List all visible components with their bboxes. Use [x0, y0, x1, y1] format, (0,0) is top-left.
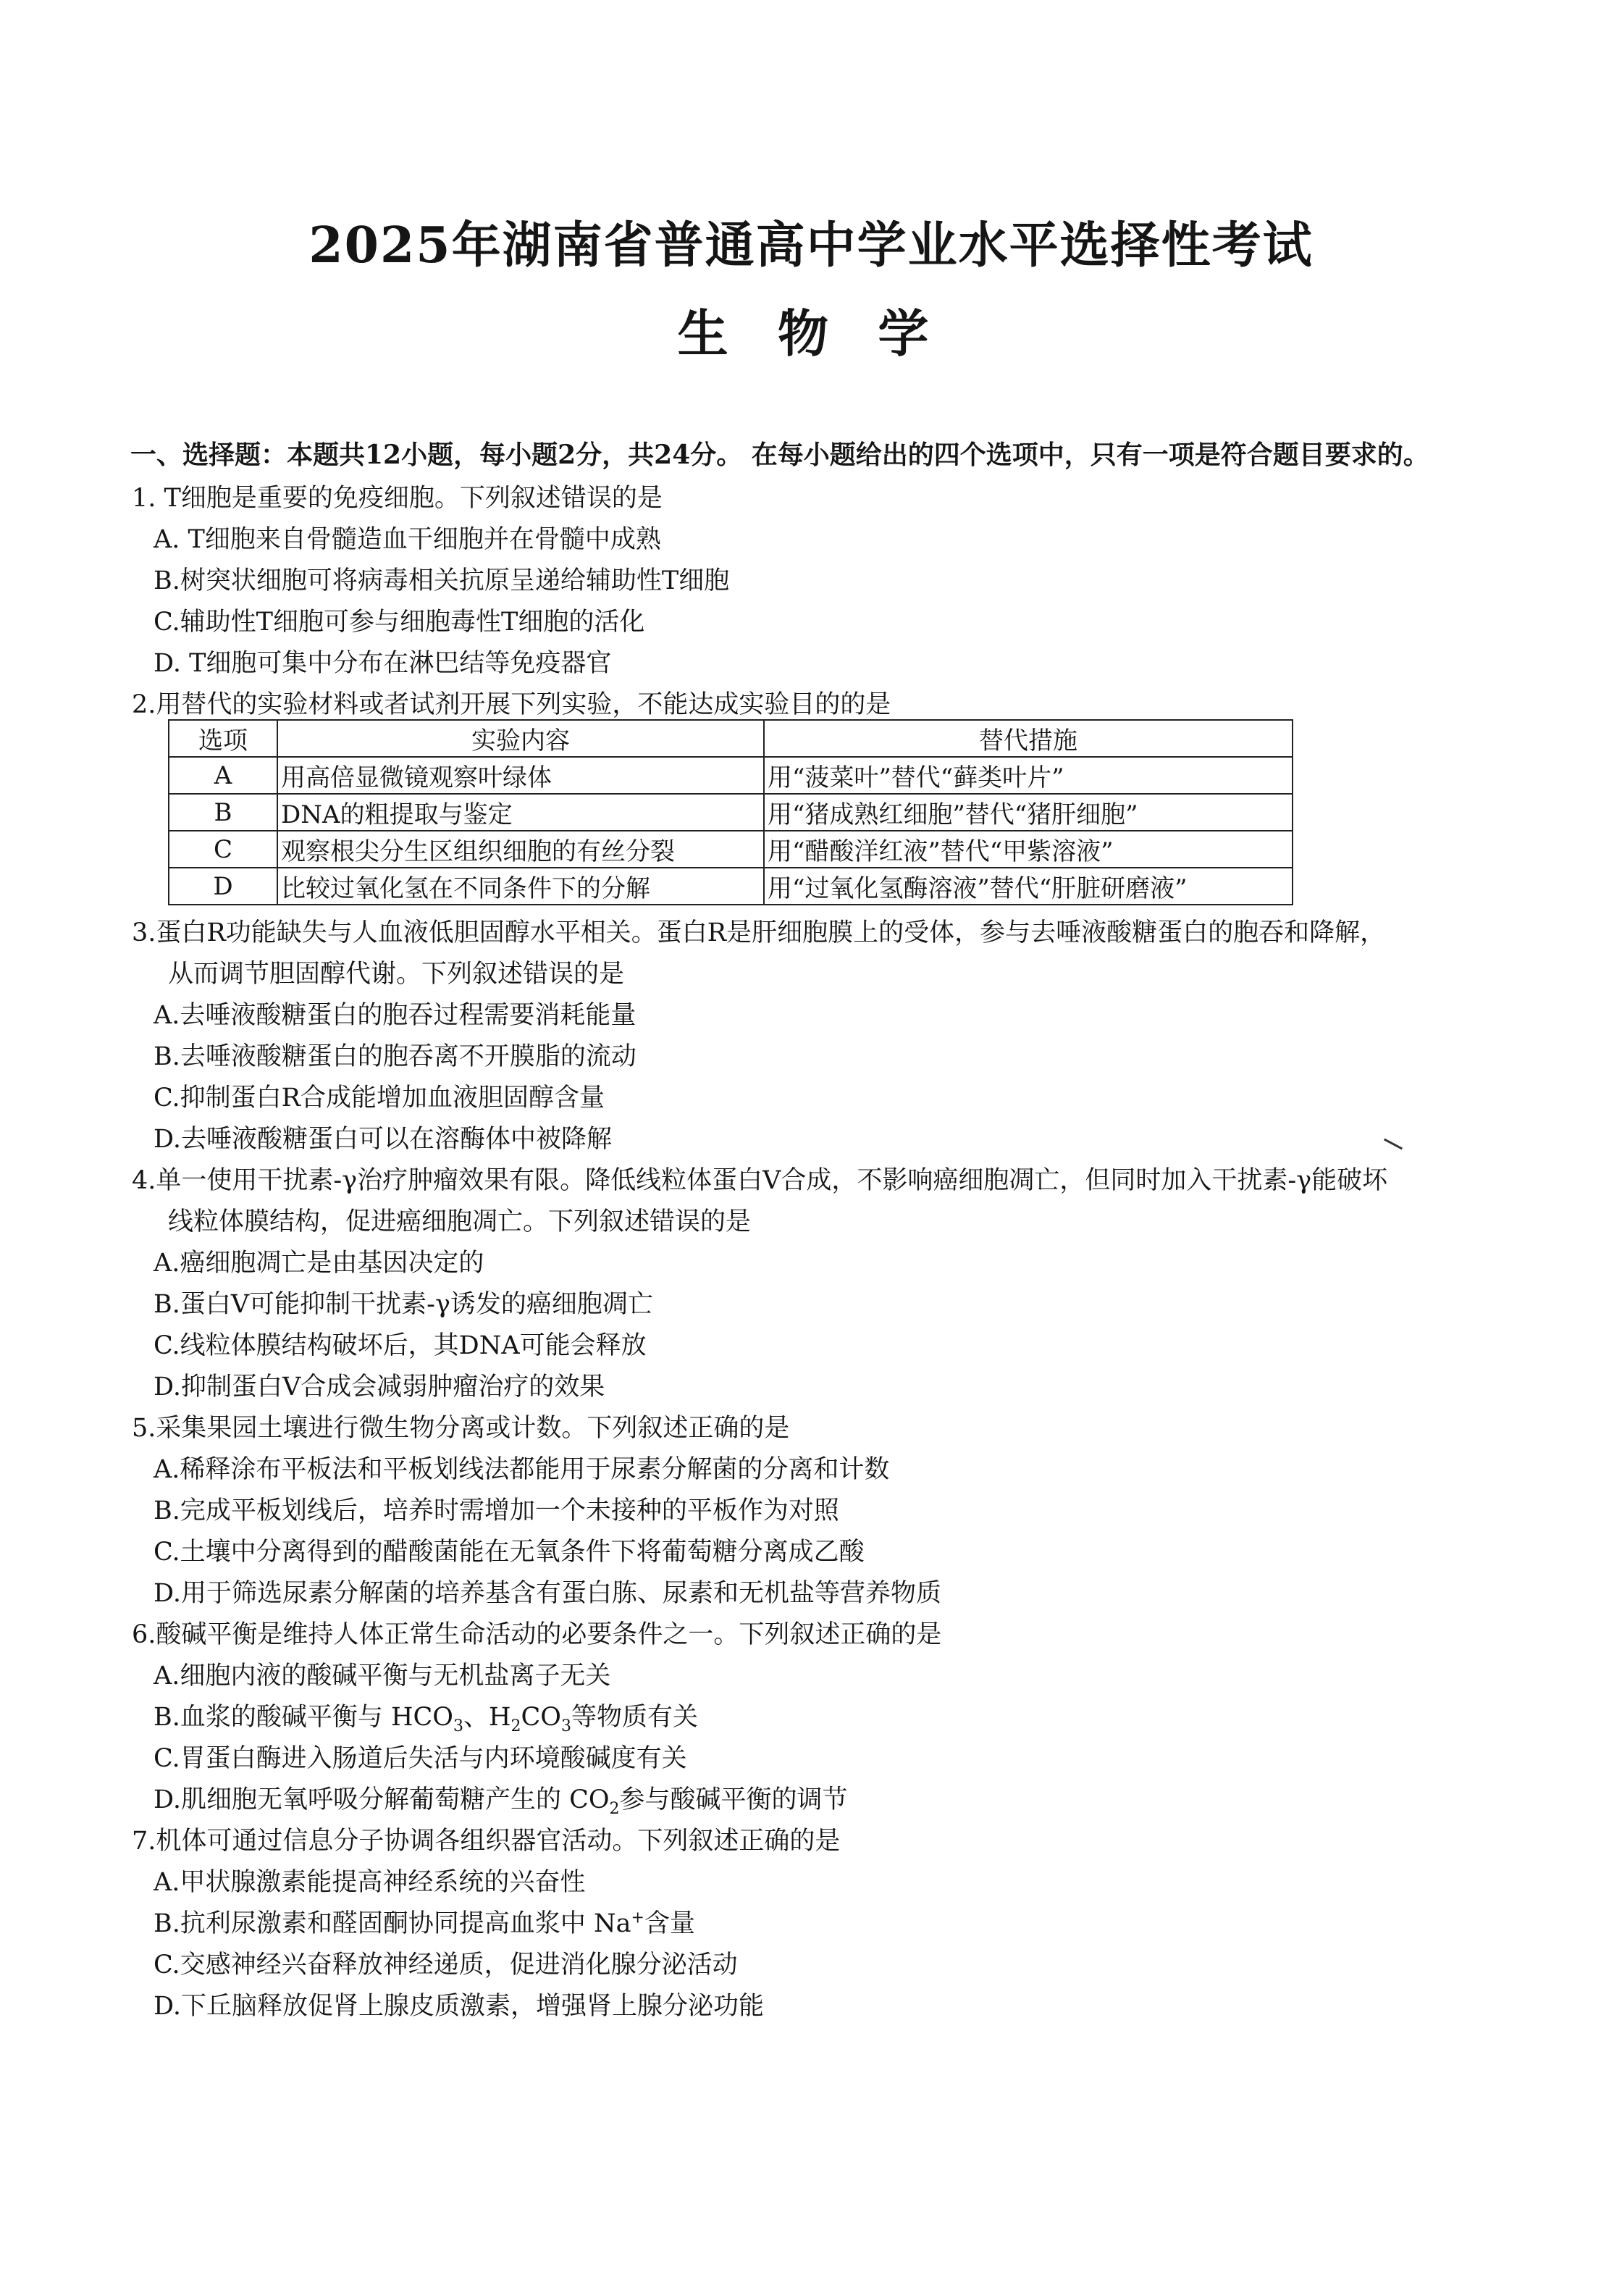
question-5-option-c: C.土壤中分离得到的醋酸菌能在无氧条件下将葡萄糖分离成乙酸 [154, 1538, 865, 1567]
table-header-cell: 替代措施 [764, 720, 1293, 757]
option-text: D.肌细胞无氧呼吸分解葡萄糖产生的 CO [154, 1785, 610, 1814]
question-1-option-a: A. T细胞来自骨髓造血干细胞并在骨髓中成熟 [154, 525, 661, 554]
table-cell: C [169, 831, 277, 868]
subscript: 3 [453, 1717, 463, 1735]
table-cell: 用“菠菜叶”替代“藓类叶片” [764, 757, 1293, 794]
table-header-cell: 实验内容 [277, 720, 764, 757]
option-text: 参与酸碱平衡的调节 [619, 1785, 848, 1814]
question-4-option-d: D.抑制蛋白V合成会减弱肿瘤治疗的效果 [154, 1373, 605, 1402]
table-cell: DNA的粗提取与鉴定 [277, 794, 764, 831]
experiment-table [168, 719, 1293, 905]
question-2-stem: 2.用替代的实验材料或者试剂开展下列实验，不能达成实验目的的是 [132, 690, 891, 719]
table-header-row [169, 720, 1293, 757]
question-7-option-a: A.甲状腺激素能提高神经系统的兴奋性 [154, 1868, 586, 1897]
table-cell: 比较过氧化氢在不同条件下的分解 [277, 868, 764, 905]
question-4-stem-cont: 线粒体膜结构，促进癌细胞凋亡。下列叙述错误的是 [168, 1207, 752, 1236]
section-header: 一、选择题：本题共12小题，每小题2分，共24分。 在每小题给出的四个选项中，只有一项是符合题目要求的。 [130, 440, 1429, 470]
option-text: 含量 [644, 1909, 695, 1938]
subscript: 2 [609, 1800, 620, 1818]
question-4-stem: 4.单一使用干扰素-γ治疗肿瘤效果有限。降低线粒体蛋白V合成，不影响癌细胞凋亡，但同时加入干扰素-γ能破坏 [132, 1166, 1388, 1195]
subscript: 3 [560, 1717, 571, 1735]
option-text: B.血浆的酸碱平衡与 HCO [154, 1703, 453, 1732]
option-text: 、H [463, 1703, 511, 1732]
question-3-option-d: D.去唾液酸糖蛋白可以在溶酶体中被降解 [154, 1125, 612, 1154]
table-cell: D [169, 868, 277, 905]
question-1-option-c: C.辅助性T细胞可参与细胞毒性T细胞的活化 [154, 608, 645, 637]
question-4-option-a: A.癌细胞凋亡是由基因决定的 [154, 1249, 484, 1278]
question-7-option-b [154, 1903, 1457, 1940]
table-row [169, 831, 1293, 868]
question-6-stem: 6.酸碱平衡是维持人体正常生命活动的必要条件之一。下列叙述正确的是 [132, 1620, 942, 1649]
table-cell: B [169, 794, 277, 831]
question-3-option-c: C.抑制蛋白R合成能增加血液胆固醇含量 [154, 1084, 605, 1113]
question-5-stem: 5.采集果园土壤进行微生物分离或计数。下列叙述正确的是 [132, 1414, 790, 1443]
question-7-option-c: C.交感神经兴奋释放神经递质，促进消化腺分泌活动 [154, 1951, 738, 1979]
question-5-option-a: A.稀释涂布平板法和平板划线法都能用于尿素分解菌的分离和计数 [154, 1455, 890, 1484]
question-1-option-d: D. T细胞可集中分布在淋巴结等免疫器官 [154, 649, 612, 678]
table-row [169, 794, 1293, 831]
question-3-stem: 3.蛋白R功能缺失与人血液低胆固醇水平相关。蛋白R是肝细胞膜上的受体，参与去唾液酸糖蛋白的胞吞和降解， [132, 918, 1386, 947]
table-cell: A [169, 757, 277, 794]
subscript: 2 [510, 1717, 521, 1735]
table-row [169, 868, 1293, 905]
table-cell: 用“醋酸洋红液”替代“甲紫溶液” [764, 831, 1293, 868]
question-3-stem-cont: 从而调节胆固醇代谢。下列叙述错误的是 [168, 960, 625, 989]
question-4-option-c: C.线粒体膜结构破坏后，其DNA可能会释放 [154, 1331, 647, 1360]
table-header-cell: 选项 [169, 720, 277, 757]
superscript: + [631, 1909, 644, 1927]
table-cell: 用高倍显微镜观察叶绿体 [277, 757, 764, 794]
exam-title: 2025年湖南省普通高中学业水平选择性考试 [308, 217, 1314, 275]
question-3-option-a: A.去唾液酸糖蛋白的胞吞过程需要消耗能量 [154, 1001, 636, 1030]
table-cell: 观察根尖分生区组织细胞的有丝分裂 [277, 831, 764, 868]
table-row [169, 757, 1293, 794]
option-text: B.抗利尿激素和醛固酮协同提高血浆中 Na [154, 1909, 631, 1938]
option-text: CO [521, 1703, 561, 1732]
question-7-option-d: D.下丘脑释放促肾上腺皮质激素，增强肾上腺分泌功能 [154, 1992, 764, 2021]
table-cell: 用“过氧化氢酶溶液”替代“肝脏研磨液” [764, 868, 1293, 905]
question-6-option-a: A.细胞内液的酸碱平衡与无机盐离子无关 [154, 1662, 611, 1690]
option-text: 等物质有关 [571, 1703, 698, 1732]
question-7-stem: 7.机体可通过信息分子协调各组织器官活动。下列叙述正确的是 [132, 1827, 841, 1856]
question-5-option-b: B.完成平板划线后，培养时需增加一个未接种的平板作为对照 [154, 1496, 839, 1525]
question-1-option-b: B.树突状细胞可将病毒相关抗原呈递给辅助性T细胞 [154, 566, 730, 595]
question-3-option-b: B.去唾液酸糖蛋白的胞吞离不开膜脂的流动 [154, 1042, 636, 1071]
table-cell: 用“猪成熟红细胞”替代“猪肝细胞” [764, 794, 1293, 831]
subject-title: 生 物 学 [677, 303, 945, 364]
question-4-option-b: B.蛋白V可能抑制干扰素-γ诱发的癌细胞凋亡 [154, 1290, 653, 1319]
question-6-option-c: C.胃蛋白酶进入肠道后失活与内环境酸碱度有关 [154, 1744, 687, 1773]
question-5-option-d: D.用于筛选尿素分解菌的培养基含有蛋白胨、尿素和无机盐等营养物质 [154, 1579, 941, 1608]
question-6-option-b [154, 1697, 1457, 1735]
question-6-option-d [154, 1780, 1457, 1818]
question-1-stem: 1. T细胞是重要的免疫细胞。下列叙述错误的是 [132, 484, 663, 513]
